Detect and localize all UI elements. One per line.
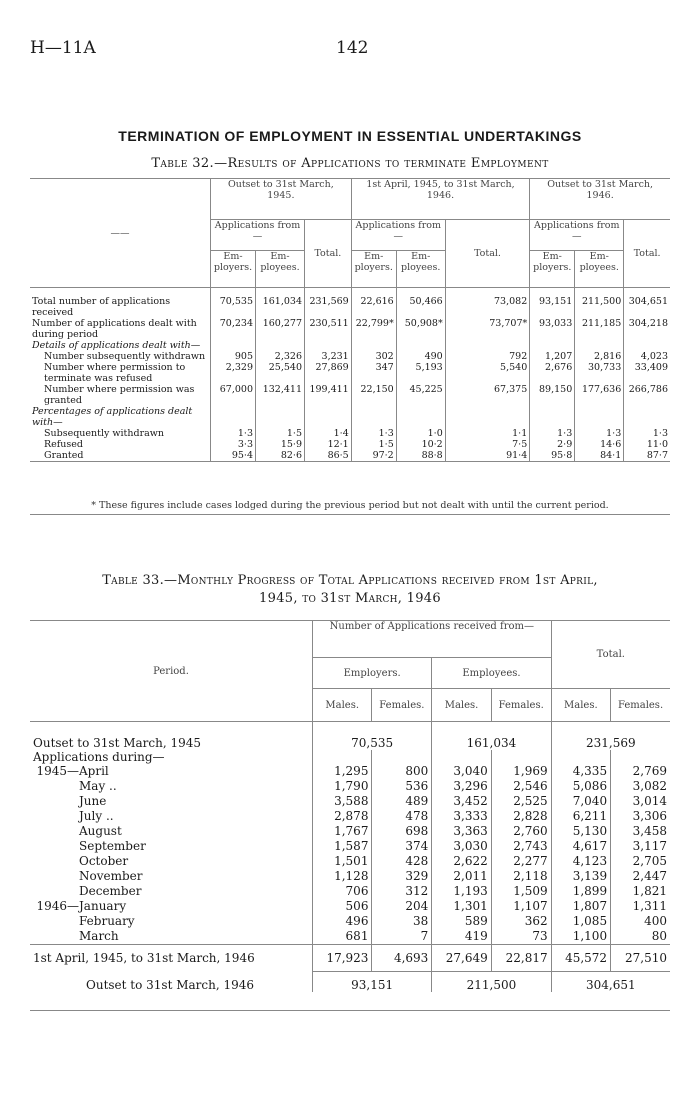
table-cell: 1·0 (396, 428, 445, 439)
table-cell: 1,207 (530, 351, 575, 362)
employees-header: Employees. (432, 658, 551, 689)
page-code: H—11A (30, 38, 96, 58)
table-cell: 1,311 (611, 899, 670, 914)
table-cell: 4,023 (624, 351, 670, 362)
page-title: TERMINATION OF EMPLOYMENT IN ESSENTIAL UNDERTAKINGS (118, 128, 582, 144)
table-row (30, 839, 670, 854)
table-row (30, 428, 670, 439)
app-from-2: Applications from— (351, 220, 445, 251)
table-cell: 50,466 (396, 288, 445, 319)
table-cell: 3,040 (432, 764, 491, 779)
table-cell: 3·3 (211, 439, 256, 450)
table-row (30, 406, 670, 428)
row-label: Subsequently withdrawn (44, 428, 165, 439)
table-cell: 1,969 (491, 764, 551, 779)
table-cell: 4,617 (551, 839, 610, 854)
period-header-1: Outset to 31st March, 1945. (211, 179, 352, 220)
table-cell: 4,335 (551, 764, 610, 779)
table-cell (396, 340, 445, 351)
table-row (30, 854, 670, 869)
table-cell: 1,100 (551, 929, 610, 945)
table-cell: 3,588 (313, 794, 372, 809)
table-cell: 2,769 (611, 764, 670, 779)
table-row (30, 722, 670, 751)
table-row (30, 809, 670, 824)
table-cell (445, 340, 530, 351)
month-label (30, 764, 313, 779)
table-cell: 22,150 (351, 384, 396, 406)
table-cell: 329 (372, 869, 432, 884)
table-cell (530, 340, 575, 351)
table-cell: 1·3 (211, 428, 256, 439)
table-cell (313, 750, 372, 764)
period-header-2: 1st April, 1945, to 31st March, 1946. (351, 179, 530, 220)
row-label: Outset to 31st March, 1946 (86, 977, 255, 992)
table-cell: 93,151 (530, 288, 575, 319)
table-cell: 347 (351, 362, 396, 384)
table-cell (351, 340, 396, 351)
table-cell: 1·4 (305, 428, 352, 439)
table-cell (305, 340, 352, 351)
table-cell: 1,899 (551, 884, 610, 899)
table-cell: 2,760 (491, 824, 551, 839)
month-label (30, 869, 313, 884)
row-label: Number of applications dealt with during period (32, 318, 197, 340)
table-cell: 22,817 (491, 945, 551, 972)
table-cell: 50,908* (396, 318, 445, 340)
table-cell: 10·2 (396, 439, 445, 450)
table-cell: 1,767 (313, 824, 372, 839)
table-cell: 38 (372, 914, 432, 929)
table-cell: 73 (491, 929, 551, 945)
month-name: July .. (79, 809, 114, 823)
month-name: May .. (79, 779, 117, 793)
table33-caption-line2: 1945, to 31st March, 1946 (259, 591, 441, 606)
table-cell: 82·6 (256, 450, 305, 462)
employees-header: Em- ployees. (575, 251, 624, 288)
table-cell: 1,587 (313, 839, 372, 854)
table-cell: 589 (432, 914, 491, 929)
table-cell: 1,301 (432, 899, 491, 914)
table-cell: 3,363 (432, 824, 491, 839)
table-cell: 698 (372, 824, 432, 839)
month-label (30, 854, 313, 869)
table-cell: 30,733 (575, 362, 624, 384)
month-name: February (79, 914, 135, 928)
table-cell (575, 406, 624, 428)
row-label: 1st April, 1945, to 31st March, 1946 (30, 945, 313, 972)
table-cell: 1·3 (530, 428, 575, 439)
table-cell: 5,130 (551, 824, 610, 839)
month-name: June (79, 794, 107, 808)
table-cell: 428 (372, 854, 432, 869)
table-cell: 73,707* (445, 318, 530, 340)
table-cell: 5,193 (396, 362, 445, 384)
table-row (30, 914, 670, 929)
table-cell: 199,411 (305, 384, 352, 406)
table-cell: 2,329 (211, 362, 256, 384)
month-label (30, 899, 313, 914)
total-combined: 304,651 (551, 972, 670, 993)
employees-header: Em- ployees. (256, 251, 305, 288)
month-name: September (79, 839, 146, 853)
table-cell: 7·5 (445, 439, 530, 450)
table-cell: 1·3 (624, 428, 670, 439)
table-cell: 496 (313, 914, 372, 929)
table-cell (575, 340, 624, 351)
table-cell: 302 (351, 351, 396, 362)
table-cell: 2,743 (491, 839, 551, 854)
employers-header: Em- ployers. (351, 251, 396, 288)
employers-combined: 93,151 (313, 972, 432, 993)
males-header: Males. (313, 689, 372, 722)
table-row (30, 384, 670, 406)
year-label: 1946— (36, 899, 79, 913)
table-row (30, 450, 670, 462)
table-cell (396, 406, 445, 428)
table-cell: 1,085 (551, 914, 610, 929)
row-label: Outset to 31st March, 1945 (33, 736, 202, 750)
table-cell: 84·1 (575, 450, 624, 462)
table-33 (30, 620, 670, 992)
table-row (30, 972, 670, 993)
number-received-header: Number of Applications received from— (313, 621, 552, 658)
table-row (30, 362, 670, 384)
total-header-2: Total. (445, 220, 530, 288)
table-cell: 2,277 (491, 854, 551, 869)
total-header-3: Total. (624, 220, 670, 288)
table-cell: 2,622 (432, 854, 491, 869)
table-row (30, 340, 670, 351)
table-cell: 70,234 (211, 318, 256, 340)
total-combined: 231,569 (551, 722, 670, 751)
table-cell: 1,501 (313, 854, 372, 869)
table-cell: 905 (211, 351, 256, 362)
table-cell (624, 406, 670, 428)
females-header: Females. (491, 689, 551, 722)
table-cell: 1,509 (491, 884, 551, 899)
table-cell: 93,033 (530, 318, 575, 340)
table-row (30, 929, 670, 945)
table-cell: 95·4 (211, 450, 256, 462)
table-cell: 87·7 (624, 450, 670, 462)
table-cell: 2,118 (491, 869, 551, 884)
row-label: Refused (44, 439, 83, 450)
table-cell: 4,123 (551, 854, 610, 869)
table-cell (305, 406, 352, 428)
table-cell: 1,807 (551, 899, 610, 914)
table-row (30, 351, 670, 362)
table-cell: 45,225 (396, 384, 445, 406)
table-cell (530, 406, 575, 428)
row-label: Granted (44, 450, 84, 461)
row-label: Total number of applications received (32, 296, 171, 318)
table-row (30, 750, 670, 764)
table-cell: 706 (313, 884, 372, 899)
table-cell (211, 340, 256, 351)
males-header: Males. (432, 689, 491, 722)
table-row (30, 824, 670, 839)
month-name: December (79, 884, 142, 898)
table-cell (432, 750, 491, 764)
table-cell (372, 750, 432, 764)
table-cell: 3,030 (432, 839, 491, 854)
table-cell: 2·9 (530, 439, 575, 450)
row-label: Percentages of applications dealt with— (32, 406, 193, 428)
females-header: Females. (611, 689, 670, 722)
month-name: March (79, 929, 119, 943)
table-row (30, 764, 670, 779)
table-row (30, 439, 670, 450)
table-cell: 27,869 (305, 362, 352, 384)
month-label (30, 929, 313, 945)
month-label (30, 884, 313, 899)
table-row (30, 884, 670, 899)
table-cell: 3,333 (432, 809, 491, 824)
table-cell: 230,511 (305, 318, 352, 340)
table-cell: 536 (372, 779, 432, 794)
employers-header: Em- ployers. (530, 251, 575, 288)
month-label (30, 779, 313, 794)
footnote: * These figures include cases lodged during the previous period but not dealt with until the current period. (91, 500, 609, 511)
table-cell: 400 (611, 914, 670, 929)
year-label: 1945— (36, 764, 79, 778)
table-cell: 2,326 (256, 351, 305, 362)
applications-during: Applications during— (33, 750, 165, 764)
table-cell: 5,540 (445, 362, 530, 384)
table-cell: 266,786 (624, 384, 670, 406)
table-cell: 27,510 (611, 945, 670, 972)
table-cell: 800 (372, 764, 432, 779)
employees-header: Em- ployees. (396, 251, 445, 288)
table-row (30, 288, 670, 319)
table-cell: 2,816 (575, 351, 624, 362)
employers-header: Em- ployers. (211, 251, 256, 288)
females-header: Females. (372, 689, 432, 722)
table-cell (491, 750, 551, 764)
table-cell: 4,693 (372, 945, 432, 972)
table-cell: 27,649 (432, 945, 491, 972)
table-cell: 3,306 (611, 809, 670, 824)
table-cell: 11·0 (624, 439, 670, 450)
table-cell: 211,185 (575, 318, 624, 340)
table-row (30, 869, 670, 884)
table-cell: 2,828 (491, 809, 551, 824)
employers-header: Employers. (313, 658, 432, 689)
month-name: October (79, 854, 129, 868)
table-cell (256, 340, 305, 351)
total-header-1: Total. (305, 220, 352, 288)
row-label: Number where permission to terminate was refused (44, 362, 186, 384)
table-cell: 70,535 (211, 288, 256, 319)
table-cell: 6,211 (551, 809, 610, 824)
table-cell: 2,705 (611, 854, 670, 869)
month-label (30, 824, 313, 839)
table-cell: 86·5 (305, 450, 352, 462)
table-cell: 89,150 (530, 384, 575, 406)
month-label (30, 839, 313, 854)
month-name: November (79, 869, 143, 883)
month-label (30, 794, 313, 809)
table-cell: 362 (491, 914, 551, 929)
table-cell (256, 406, 305, 428)
row-label: Details of applications dealt with— (32, 340, 201, 351)
table-cell: 7 (372, 929, 432, 945)
table-cell: 3,139 (551, 869, 610, 884)
table-cell (445, 406, 530, 428)
table-cell: 312 (372, 884, 432, 899)
employees-combined: 161,034 (432, 722, 551, 751)
table-cell: 681 (313, 929, 372, 945)
table-cell: 304,651 (624, 288, 670, 319)
table-row (30, 794, 670, 809)
table-cell: 3,117 (611, 839, 670, 854)
table-cell: 5,086 (551, 779, 610, 794)
table-row (30, 899, 670, 914)
table-cell: 88·8 (396, 450, 445, 462)
table-cell: 1·3 (351, 428, 396, 439)
table-cell: 2,447 (611, 869, 670, 884)
table-cell: 211,500 (575, 288, 624, 319)
table33-caption (30, 572, 670, 608)
table-cell: 177,636 (575, 384, 624, 406)
table-cell: 374 (372, 839, 432, 854)
table-cell: 204 (372, 899, 432, 914)
table-cell: 7,040 (551, 794, 610, 809)
month-label (30, 809, 313, 824)
page-number: 142 (336, 38, 369, 58)
table-cell: 304,218 (624, 318, 670, 340)
table-cell: 95·8 (530, 450, 575, 462)
period-header: Period. (153, 665, 189, 677)
table-cell: 2,525 (491, 794, 551, 809)
table-cell: 3,014 (611, 794, 670, 809)
table-cell: 1,295 (313, 764, 372, 779)
table-cell: 792 (445, 351, 530, 362)
table-cell: 2,878 (313, 809, 372, 824)
table-cell: 22,799* (351, 318, 396, 340)
table-cell: 1,128 (313, 869, 372, 884)
period-header-3: Outset to 31st March, 1946. (530, 179, 670, 220)
table-cell: 17,923 (313, 945, 372, 972)
table-cell: 478 (372, 809, 432, 824)
app-from-3: Applications from— (530, 220, 624, 251)
table-cell (624, 340, 670, 351)
table-cell: 161,034 (256, 288, 305, 319)
table-cell: 506 (313, 899, 372, 914)
table-cell: 97·2 (351, 450, 396, 462)
table-cell: 14·6 (575, 439, 624, 450)
month-name: April (79, 764, 109, 778)
table-cell: 3,082 (611, 779, 670, 794)
table-cell: 15·9 (256, 439, 305, 450)
blank-header: —— (110, 227, 130, 239)
table-row (30, 945, 670, 972)
app-from-1: Applications from— (211, 220, 305, 251)
table-row (30, 779, 670, 794)
table-cell: 91·4 (445, 450, 530, 462)
table-cell: 1·5 (351, 439, 396, 450)
month-name: August (79, 824, 122, 838)
table-cell: 1·3 (575, 428, 624, 439)
males-header: Males. (551, 689, 610, 722)
table-32 (30, 178, 670, 466)
table-cell (351, 406, 396, 428)
table-cell (551, 750, 610, 764)
table-cell: 1·5 (256, 428, 305, 439)
table-cell (611, 750, 670, 764)
table-cell: 132,411 (256, 384, 305, 406)
table-cell: 33,409 (624, 362, 670, 384)
table-cell: 1,821 (611, 884, 670, 899)
table32-caption: Table 32.—Results of Applications to terminate Employment (151, 156, 549, 171)
row-label: Number subsequently withdrawn (44, 351, 206, 362)
table-cell: 2,011 (432, 869, 491, 884)
table-cell: 231,569 (305, 288, 352, 319)
table-cell (211, 406, 256, 428)
table-cell: 12·1 (305, 439, 352, 450)
table-cell: 490 (396, 351, 445, 362)
table33-caption-line1: Table 33.—Monthly Progress of Total Applications received from 1st April, (102, 573, 598, 588)
table-cell: 45,572 (551, 945, 610, 972)
table-cell: 22,616 (351, 288, 396, 319)
table-cell: 160,277 (256, 318, 305, 340)
table-cell: 3,296 (432, 779, 491, 794)
employers-combined: 70,535 (313, 722, 432, 751)
table-cell: 1,107 (491, 899, 551, 914)
table-cell: 3,452 (432, 794, 491, 809)
table-cell: 3,231 (305, 351, 352, 362)
table-cell: 25,540 (256, 362, 305, 384)
table-cell: 419 (432, 929, 491, 945)
table-cell: 1,790 (313, 779, 372, 794)
table-cell: 2,676 (530, 362, 575, 384)
table-cell: 489 (372, 794, 432, 809)
table-cell: 3,458 (611, 824, 670, 839)
table-cell: 80 (611, 929, 670, 945)
month-label (30, 914, 313, 929)
month-name: January (79, 899, 127, 913)
table-row (30, 318, 670, 340)
table-cell: 73,082 (445, 288, 530, 319)
table-cell: 2,546 (491, 779, 551, 794)
table-cell: 1,193 (432, 884, 491, 899)
row-label: Number where permission was granted (44, 384, 195, 406)
table-cell: 1·1 (445, 428, 530, 439)
employees-combined: 211,500 (432, 972, 551, 993)
table-cell: 67,000 (211, 384, 256, 406)
table-cell: 67,375 (445, 384, 530, 406)
total-header: Total. (551, 621, 670, 689)
